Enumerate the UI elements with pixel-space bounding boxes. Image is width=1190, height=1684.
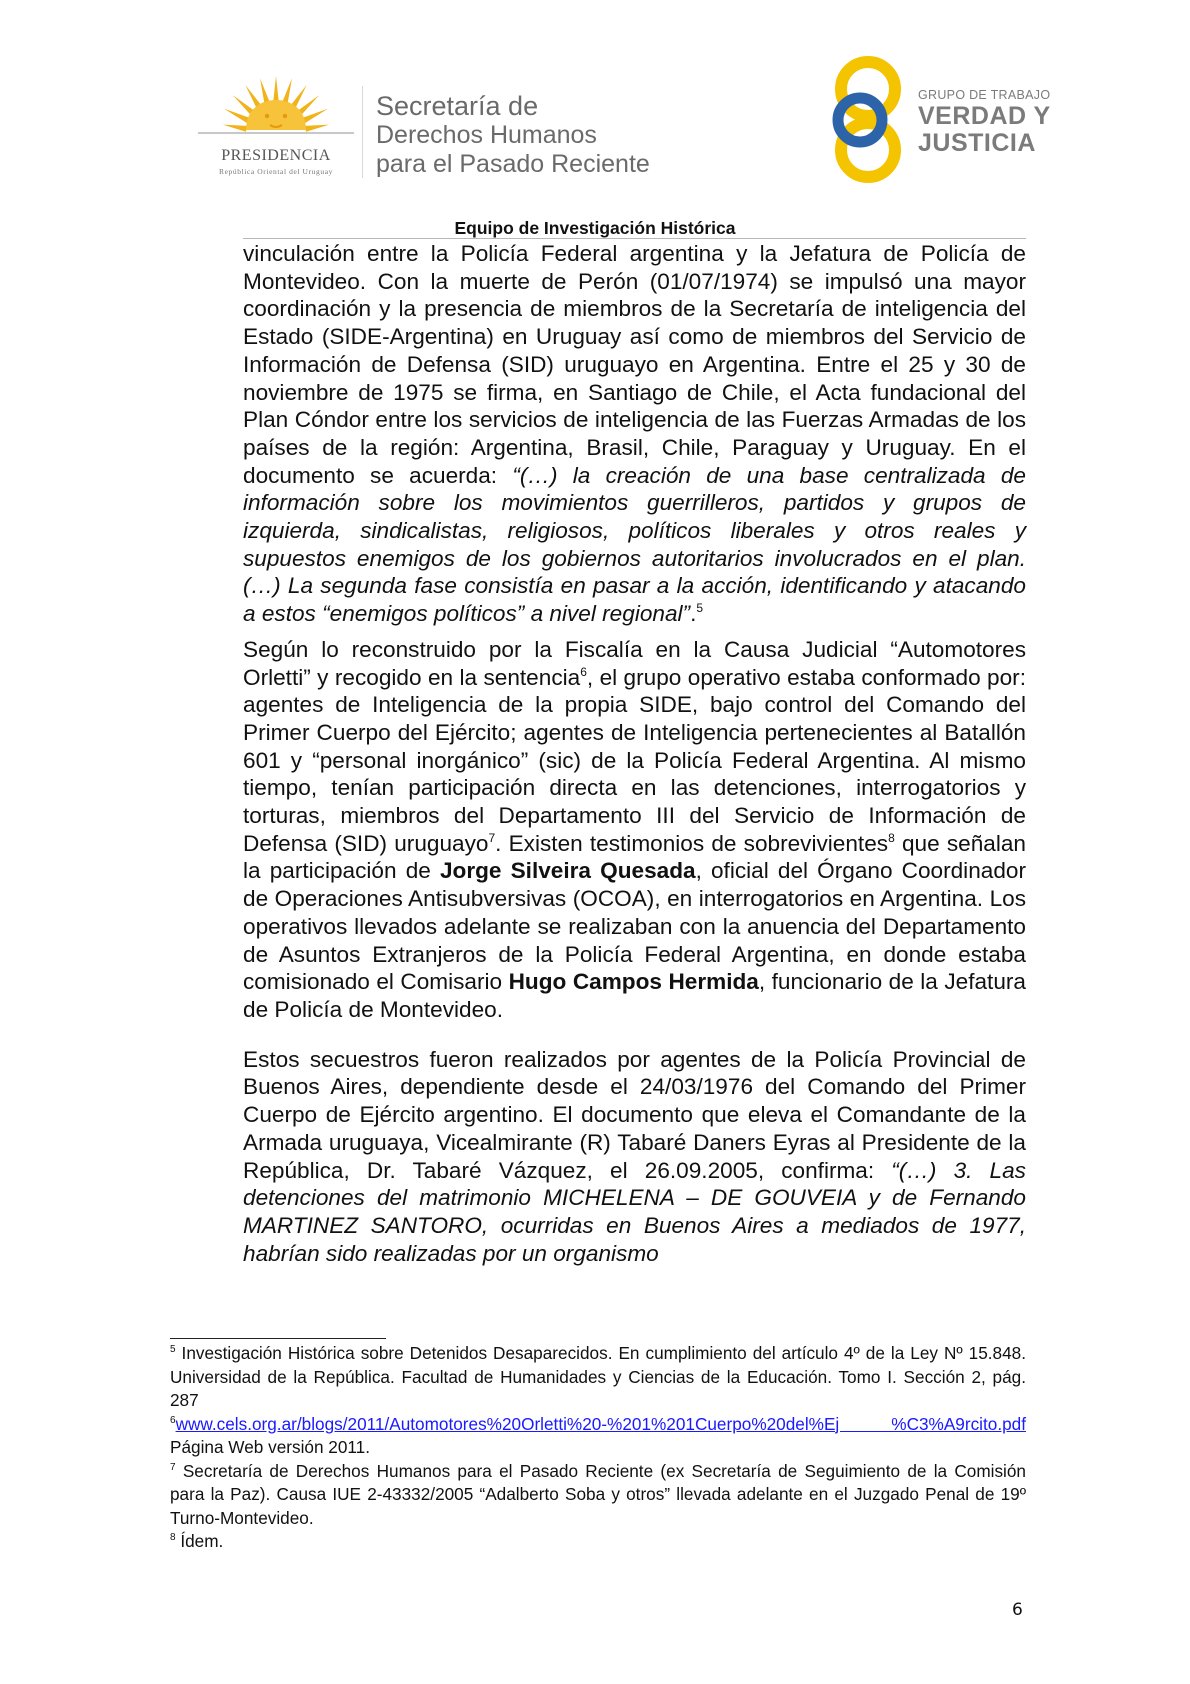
page-number: 6	[1012, 1600, 1023, 1620]
footnote-5-text: Investigación Histórica sobre Detenidos Desaparecidos. En cumplimiento del artículo 4º de la Ley Nº 15.848. Universidad de la República. Facultad de Humanidades y Ciencias de la Educación. Tomo I. Sección 2, pág. 287	[170, 1343, 1026, 1410]
name-hugo-campos: Hugo Campos Hermida	[508, 969, 759, 995]
presidencia-logo	[196, 76, 356, 176]
paragraph-3-text: Estos secuestros fueron realizados por agentes de la Policía Provincial de Buenos Aires, dependiente desde el 24/03/1976 del Comando del Primer Cuerpo de Ejército argentino. El documento que eleva el Comandante de la Armada uruguaya, Vicealmirante (R) Tabaré Daners Eyras al Presidente de la República, Dr. Tabaré Vázquez, el 26.09.2005, confirma:	[243, 1046, 1026, 1183]
paragraph-3-quote: “(…) 3. Las detenciones del matrimonio MICHELENA – DE GOUVEIA y de Fernando MARTINEZ SANTORO, ocurridas en Buenos Aires a mediados de 1977, habrían sido realizadas por un organismo	[243, 1157, 1026, 1266]
sun-emblem-icon	[196, 76, 356, 148]
body-text	[243, 240, 1026, 1267]
paragraph-2-text-6: , funcionario de la Jefatura de Policía de Montevideo.	[243, 969, 1026, 1022]
footnote-5-number: 5	[170, 1344, 176, 1355]
presidencia-name: PRESIDENCIA	[221, 147, 331, 164]
footnote-7-number: 7	[170, 1461, 176, 1473]
footnote-7-text: Secretaría de Derechos Humanos para el Pasado Reciente (ex Secretaría de Seguimiento de la Comisión para la Paz). Causa IUE 2-43332/2005 “Adalberto Soba y otros” llevada adelante en el Juzgado Penal de 19º Turno-Montevideo.	[170, 1460, 1026, 1528]
paragraph-2-text-1: Según lo reconstruido por la Fiscalía en la Causa Judicial “Automotores Orletti” y recogido en la sentencia	[243, 636, 1026, 690]
paragraph-3	[243, 1046, 1026, 1268]
header-rule	[243, 238, 1026, 239]
paragraph-2-text-5: , oficial del Órgano Coordinador de Operaciones Antisubversivas (OCOA), en interrogatorios en Argentina. Los operativos llevados adelante se realizaban con la anuencia del Departamento de Asuntos Extranjeros de la Policía Federal Argentina, en donde estaba comisionado el Comisario	[243, 858, 1026, 995]
footnote-5	[170, 1342, 1026, 1413]
footnote-ref-7[interactable]: 7	[488, 830, 496, 845]
footnote-8-number: 8	[170, 1532, 176, 1543]
footnotes	[170, 1342, 1026, 1554]
grupo-line-3: JUSTICIA	[918, 129, 1036, 157]
secretaria-line-2: Derechos Humanos	[376, 121, 597, 149]
secretaria-line-1: Secretaría de	[376, 91, 539, 121]
paragraph-1-quote: “(…) la creación de una base centralizada de información sobre los movimientos guerrilleros, partidos y grupos de izquierda, sindicalistas, religiosos, políticos liberales y otros reales y supuestos enemigos de los gobiernos autoritarios involucrados en el plan. (…) La segunda fase consistía en pasar a la acción, identificando y atacando a estos “enemigos políticos” a nivel regional”	[243, 462, 1026, 627]
secretaria-line-3: para el Pasado Reciente	[376, 150, 650, 178]
paragraph-1	[243, 240, 1026, 628]
paragraph-2	[243, 636, 1026, 1024]
footnote-8	[170, 1530, 1026, 1554]
presidencia-subtitle: República Oriental del Uruguay	[218, 167, 333, 176]
paragraph-2-text-2: , el grupo operativo estaba conformado por: agentes de Inteligencia de la propia SIDE, bajo control del Comando del Primer Cuerpo del Ejército; agentes de Inteligencia pertenecientes al Batallón 601 y “personal inorgánico” (sic) de la Policía Federal Argentina. Al mismo tiempo, tenían participación directa en las detenciones, interrogatorios y torturas, miembros del Departamento III del Servicio de Información de Defensa (SID) uruguayo	[243, 664, 1026, 856]
paragraph-2-text-4: que señalan la participación de	[243, 830, 1026, 884]
footnote-8-text: Ídem.	[175, 1531, 224, 1551]
footnote-7	[170, 1460, 1026, 1531]
secretaria-logo-text	[376, 92, 650, 179]
name-jorge-silveira: Jorge Silveira Quesada	[439, 858, 696, 884]
footnote-ref-5[interactable]: 5	[696, 601, 704, 616]
footnote-6-text: Página Web versión 2011.	[170, 1437, 371, 1457]
logo-divider	[362, 86, 363, 178]
paragraph-1-text: vinculación entre la Policía Federal argentina y la Jefatura de Policía de Montevideo. Con la muerte de Perón (01/07/1974) se impulsó una mayor coordinación y la presencia de miembros de la Secretaría de inteligencia del Estado (SIDE-Argentina) en Uruguay así como de miembros del Servicio de Información de Defensa (SID) uruguayo en Argentina. Entre el 25 y 30 de noviembre de 1975 se firma, en Santiago de Chile, el Acta fundacional del Plan Cóndor entre los servicios de inteligencia de las Fuerzas Armadas de los países de la región: Argentina, Brasil, Chile, Paraguay y Uruguay. En el documento se acuerda:	[243, 241, 1026, 488]
paragraph-2-text-3: . Existen testimonios de sobrevivientes	[495, 830, 889, 856]
footnote-6	[170, 1413, 1026, 1460]
grupo-line-2: VERDAD Y	[918, 102, 1051, 130]
verdad-justicia-logo-text	[918, 87, 1051, 157]
footnote-6-number: 6	[170, 1414, 176, 1426]
footnote-ref-8[interactable]: 8	[888, 830, 895, 845]
grupo-line-1: GRUPO DE TRABAJO	[918, 88, 1051, 102]
footnote-ref-6[interactable]: 6	[580, 664, 587, 679]
team-heading: Equipo de Investigación Histórica	[454, 218, 736, 238]
footnote-6-link[interactable]: www.cels.org.ar/blogs/2011/Automotores%20Orletti%20-%201%201Cuerpo%20del%Ej %C3%A9rcito.pdf	[175, 1413, 1026, 1434]
footnote-separator	[170, 1338, 386, 1339]
verdad-justicia-rings-icon	[822, 54, 914, 186]
paragraph-1-period: .	[690, 601, 697, 627]
